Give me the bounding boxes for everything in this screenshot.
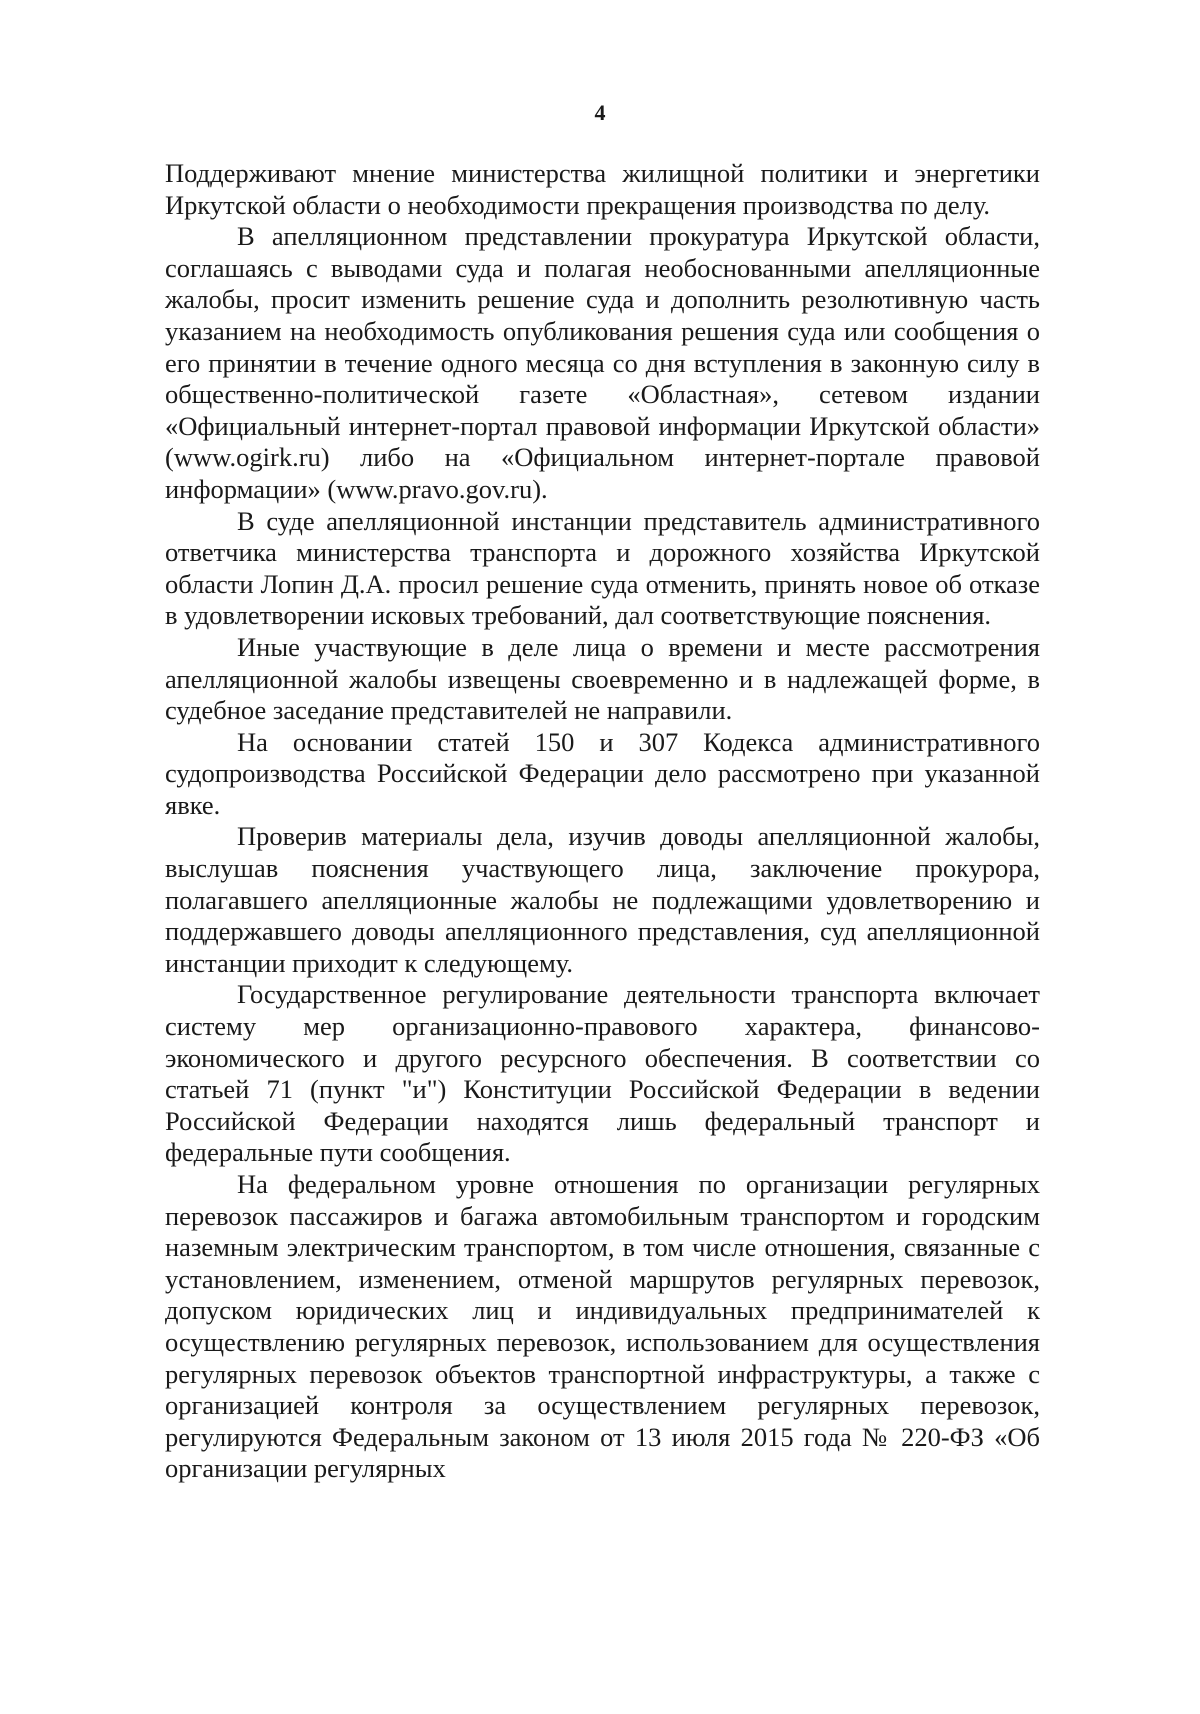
paragraph-court-review: Проверив материалы дела, изучив доводы апелляционной жалобы, выслушав пояснения участвующего лица, заключение прокурора, полагавшего апелляционные жалобы не подлежащими удовлетворению и поддержавшего доводы апелляционного представления, суд апелляционной инстанции приходит к следующему. [165,821,1040,978]
paragraph-state-regulation: Государственное регулирование деятельности транспорта включает систему мер организационно-правового характера, финансово-экономического и другого ресурсного обеспечения. В соответствии со статьей 71 (пункт "и") Конституции Российской Федерации в ведении Российской Федерации находятся лишь федеральный транспорт и федеральные пути сообщения. [165,979,1040,1168]
paragraph-continuation: Поддерживают мнение министерства жилищной политики и энергетики Иркутской области о необходимости прекращения производства по делу. [165,158,1040,220]
paragraph-federal-level: На федеральном уровне отношения по организации регулярных перевозок пассажиров и багажа автомобильным транспортом и городским наземным электрическим транспортом, в том числе отношения, связанные с установлением, изменением, отменой маршрутов регулярных перевозок, допуском юридических лиц и индивидуальных предпринимателей к осуществлению регулярных перевозок, использованием для осуществления регулярных перевозок объектов транспортной инфраструктуры, а также с организацией контроля за осуществлением регулярных перевозок, регулируются Федеральным законом от 13 июля 2015 года № 220-ФЗ «Об организации регулярных [165,1169,1040,1484]
document-body [165,158,1040,1485]
paragraph-other-participants: Иные участвующие в деле лица о времени и месте рассмотрения апелляционной жалобы извещены своевременно и в надлежащей форме, в судебное заседание представителей не направили. [165,631,1040,726]
paragraph-legal-basis: На основании статей 150 и 307 Кодекса административного судопроизводства Российской Федерации дело рассмотрено при указанной явке. [165,726,1040,820]
page-number: 4 [594,100,606,125]
paragraph-prosecutor-submission: В апелляционном представлении прокуратура Иркутской области, соглашаясь с выводами суда и полагая необоснованными апелляционные жалобы, просит изменить решение суда и дополнить резолютивную часть указанием на необходимость опубликования решения суда или сообщения о его принятии в течение одного месяца со дня вступления в законную силу в общественно-политической газете «Областная», сетевом издании «Официальный интернет-портал правовой информации Иркутской области» (www.ogirk.ru) либо на «Официальном интернет-портале правовой информации» (www.pravo.gov.ru). [165,221,1040,504]
paragraph-defendant-representative: В суде апелляционной инстанции представитель административного ответчика министерства транспорта и дорожного хозяйства Иркутской области Лопин Д.А. просил решение суда отменить, принять новое об отказе в удовлетворении исковых требований, дал соответствующие пояснения. [165,505,1040,631]
